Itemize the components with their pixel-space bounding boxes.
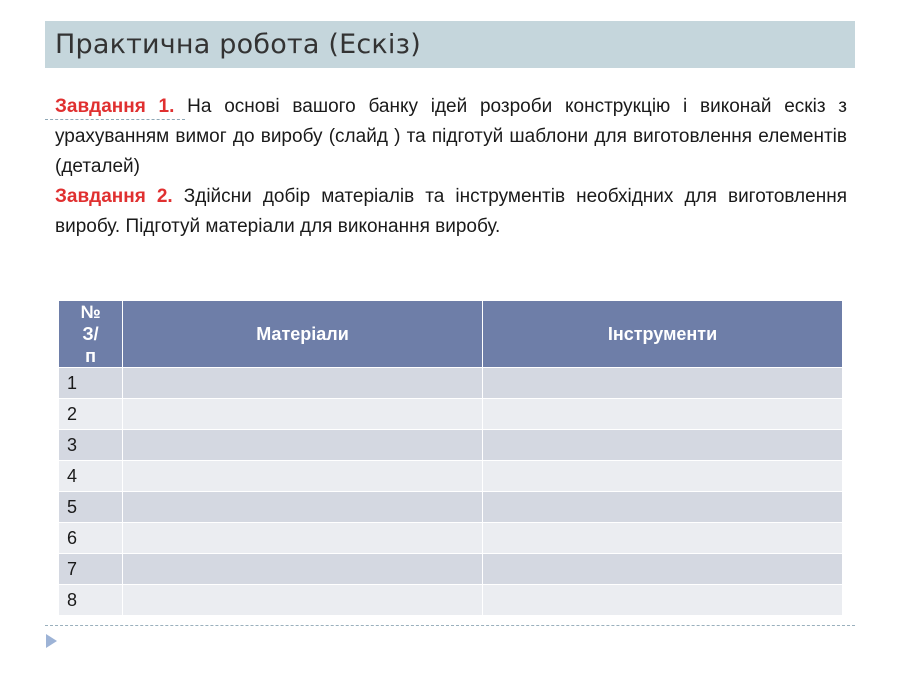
- row-number: 5: [59, 492, 123, 523]
- row-number: 7: [59, 554, 123, 585]
- materials-cell[interactable]: [123, 399, 483, 430]
- tools-cell[interactable]: [483, 585, 843, 616]
- table-row: [59, 492, 843, 523]
- footer-divider: [45, 625, 855, 626]
- tools-cell[interactable]: [483, 554, 843, 585]
- tools-cell[interactable]: [483, 430, 843, 461]
- table-row: [59, 461, 843, 492]
- row-number: 3: [59, 430, 123, 461]
- table-row: [59, 368, 843, 399]
- tools-cell[interactable]: [483, 523, 843, 554]
- task-content: [55, 92, 847, 242]
- materials-cell[interactable]: [123, 461, 483, 492]
- row-number: 6: [59, 523, 123, 554]
- task-2: [55, 182, 847, 242]
- row-number: 1: [59, 368, 123, 399]
- tools-cell[interactable]: [483, 368, 843, 399]
- task-1-label: Завдання 1.: [55, 96, 175, 117]
- materials-cell[interactable]: [123, 554, 483, 585]
- table-row: [59, 399, 843, 430]
- materials-tools-table: [58, 301, 843, 616]
- materials-cell[interactable]: [123, 585, 483, 616]
- header-number: № З/п: [59, 301, 123, 368]
- task-2-label: Завдання 2.: [55, 186, 173, 207]
- table-header-row: [59, 301, 843, 368]
- play-triangle-icon[interactable]: [46, 634, 57, 648]
- slide-title: Практична робота (Ескіз): [55, 29, 421, 60]
- task-1: [55, 92, 847, 182]
- tools-cell[interactable]: [483, 492, 843, 523]
- task-2-text: Здійсни добір матеріалів та інструментів необхідних для виготовлення виробу. Підготуй матеріали для виконання виробу.: [55, 186, 847, 237]
- materials-cell[interactable]: [123, 492, 483, 523]
- tools-cell[interactable]: [483, 461, 843, 492]
- row-number: 8: [59, 585, 123, 616]
- row-number: 4: [59, 461, 123, 492]
- table-row: [59, 523, 843, 554]
- table-row: [59, 585, 843, 616]
- row-number: 2: [59, 399, 123, 430]
- tools-cell[interactable]: [483, 399, 843, 430]
- materials-cell[interactable]: [123, 523, 483, 554]
- table-row: [59, 430, 843, 461]
- materials-cell[interactable]: [123, 368, 483, 399]
- materials-cell[interactable]: [123, 430, 483, 461]
- title-bar: [45, 21, 855, 68]
- header-materials: Матеріали: [123, 301, 483, 368]
- table-row: [59, 554, 843, 585]
- header-tools: Інструменти: [483, 301, 843, 368]
- task-1-text: На основі вашого банку ідей розроби конструкцію і виконай ескіз з урахуванням вимог до виробу (слайд ) та підготуй шаблони для виготовлення елементів (деталей): [55, 96, 847, 177]
